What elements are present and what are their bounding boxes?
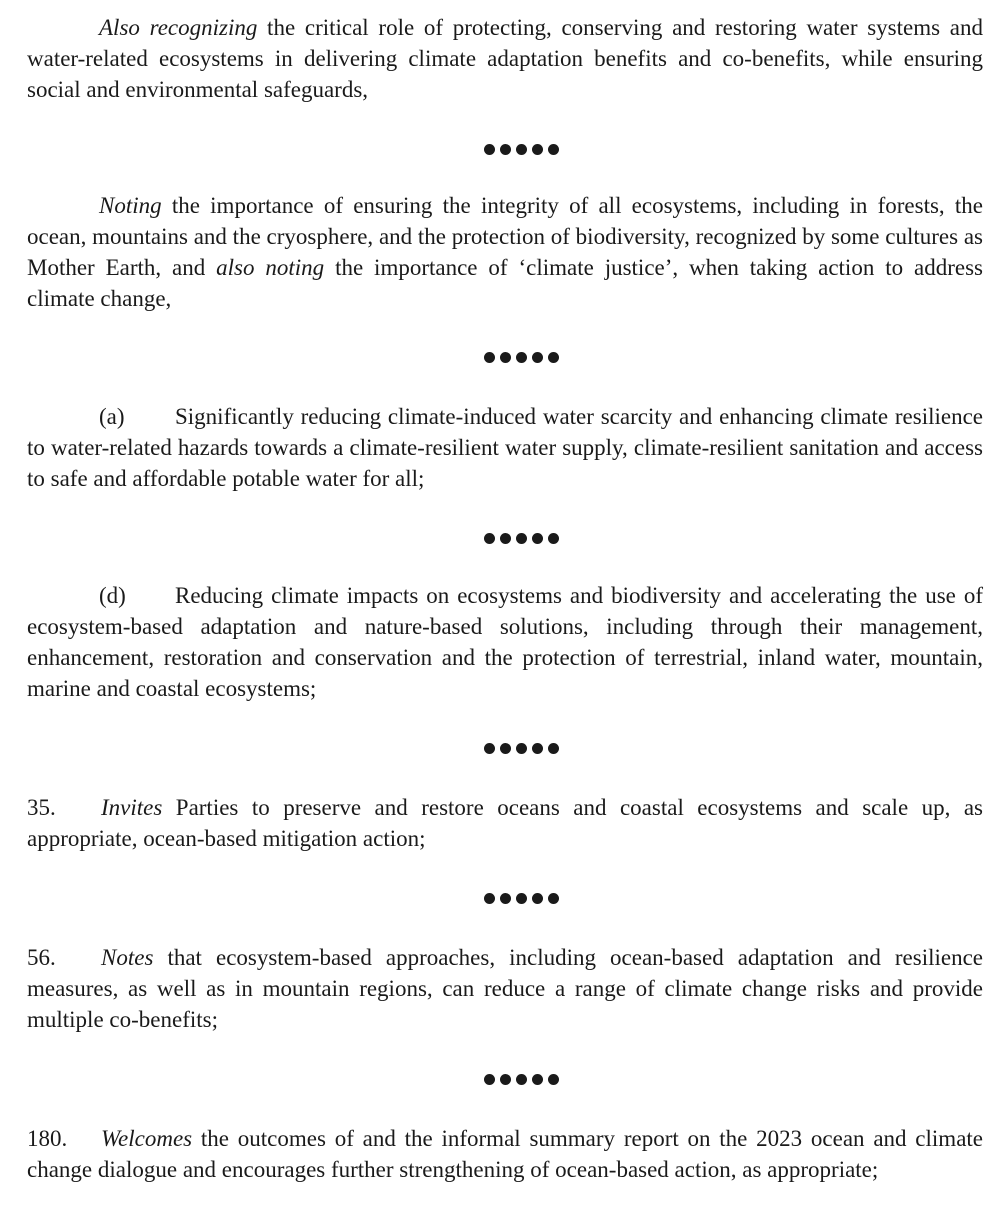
separator-dot — [532, 893, 543, 904]
paragraph-noting — [27, 190, 983, 314]
italic-lead: Welcomes — [101, 1126, 193, 1151]
paragraph-text: the outcomes of and the informal summary report on the 2023 ocean and climate change dialogue and encourages further strengthening of ocean-based action, as appropriate; — [27, 1126, 983, 1182]
paragraph-text: that ecosystem-based approaches, including ocean-based adaptation and resilience measures, as well as in mountain regions, can reduce a range of climate change risks and provide multiple co-benefits; — [27, 945, 983, 1032]
separator-dot — [532, 352, 543, 363]
ellipsis-separator — [59, 891, 983, 905]
separator-dot — [516, 1074, 527, 1085]
separator-dot — [500, 144, 511, 155]
separator-dot — [484, 533, 495, 544]
paragraph-56 — [27, 942, 983, 1035]
separator-dot — [516, 352, 527, 363]
paragraph-text: the critical role of protecting, conserving and restoring water systems and water-related ecosystems in delivering climate adaptation benefits and co-benefits, while ensuring social and environmental safeguards, — [27, 15, 983, 102]
item-label: (d) — [99, 583, 126, 608]
separator-dot — [484, 352, 495, 363]
paragraph-35 — [27, 792, 983, 854]
paragraph-number: 180. — [27, 1126, 68, 1151]
separator-dot — [500, 352, 511, 363]
separator-dot — [548, 144, 559, 155]
paragraph-item-a — [27, 401, 983, 494]
separator-dot — [484, 144, 495, 155]
separator-dot — [548, 352, 559, 363]
separator-dot — [548, 743, 559, 754]
italic-lead: Invites — [101, 795, 163, 820]
paragraph-text: Parties to preserve and restore oceans and coastal ecosystems and scale up, as appropriate, ocean-based mitigation action; — [27, 795, 983, 851]
ellipsis-separator — [59, 142, 983, 156]
separator-dot — [516, 533, 527, 544]
paragraph-180 — [27, 1123, 983, 1185]
separator-dot — [548, 1074, 559, 1085]
separator-dot — [500, 533, 511, 544]
separator-dot — [532, 533, 543, 544]
separator-dot — [532, 144, 543, 155]
ellipsis-separator — [59, 531, 983, 545]
document-page — [27, 12, 983, 1185]
separator-dot — [484, 893, 495, 904]
paragraph-text: Significantly reducing climate-induced water scarcity and enhancing climate resilience to water-related hazards towards a climate-resilient water supply, climate-resilient sanitation and access to safe and affordable potable water for all; — [27, 404, 983, 491]
paragraph-also-recognizing — [27, 12, 983, 105]
separator-dot — [500, 893, 511, 904]
separator-dot — [516, 144, 527, 155]
separator-dot — [548, 893, 559, 904]
paragraph-item-d — [27, 580, 983, 704]
paragraph-text: the importance of ‘climate justice’, when taking action to address climate change, — [27, 255, 983, 311]
ellipsis-separator — [59, 1072, 983, 1086]
separator-dot — [532, 743, 543, 754]
separator-dot — [532, 1074, 543, 1085]
italic-lead: Notes — [101, 945, 154, 970]
ellipsis-separator — [59, 741, 983, 755]
separator-dot — [484, 1074, 495, 1085]
separator-dot — [516, 743, 527, 754]
ellipsis-separator — [59, 350, 983, 364]
separator-dot — [484, 743, 495, 754]
item-label: (a) — [99, 404, 125, 429]
separator-dot — [516, 893, 527, 904]
paragraph-number: 35. — [27, 795, 56, 820]
paragraph-text: the importance of ensuring the integrity of all ecosystems, including in forests, the ocean, mountains and the cryosphere, and the protection of biodiversity, recognized by some cultures as Mother Earth, and — [27, 193, 983, 280]
separator-dot — [548, 533, 559, 544]
separator-dot — [500, 743, 511, 754]
italic-inline: also noting — [216, 255, 325, 280]
paragraph-text: Reducing climate impacts on ecosystems and biodiversity and accelerating the use of ecosystem-based adaptation and nature-based solutions, including through their management, enhancement, restoration and conservation and the protection of terrestrial, inland water, mountain, marine and coastal ecosystems; — [27, 583, 983, 701]
italic-lead: Noting — [99, 193, 162, 218]
italic-lead: Also recognizing — [99, 15, 258, 40]
separator-dot — [500, 1074, 511, 1085]
paragraph-number: 56. — [27, 945, 56, 970]
